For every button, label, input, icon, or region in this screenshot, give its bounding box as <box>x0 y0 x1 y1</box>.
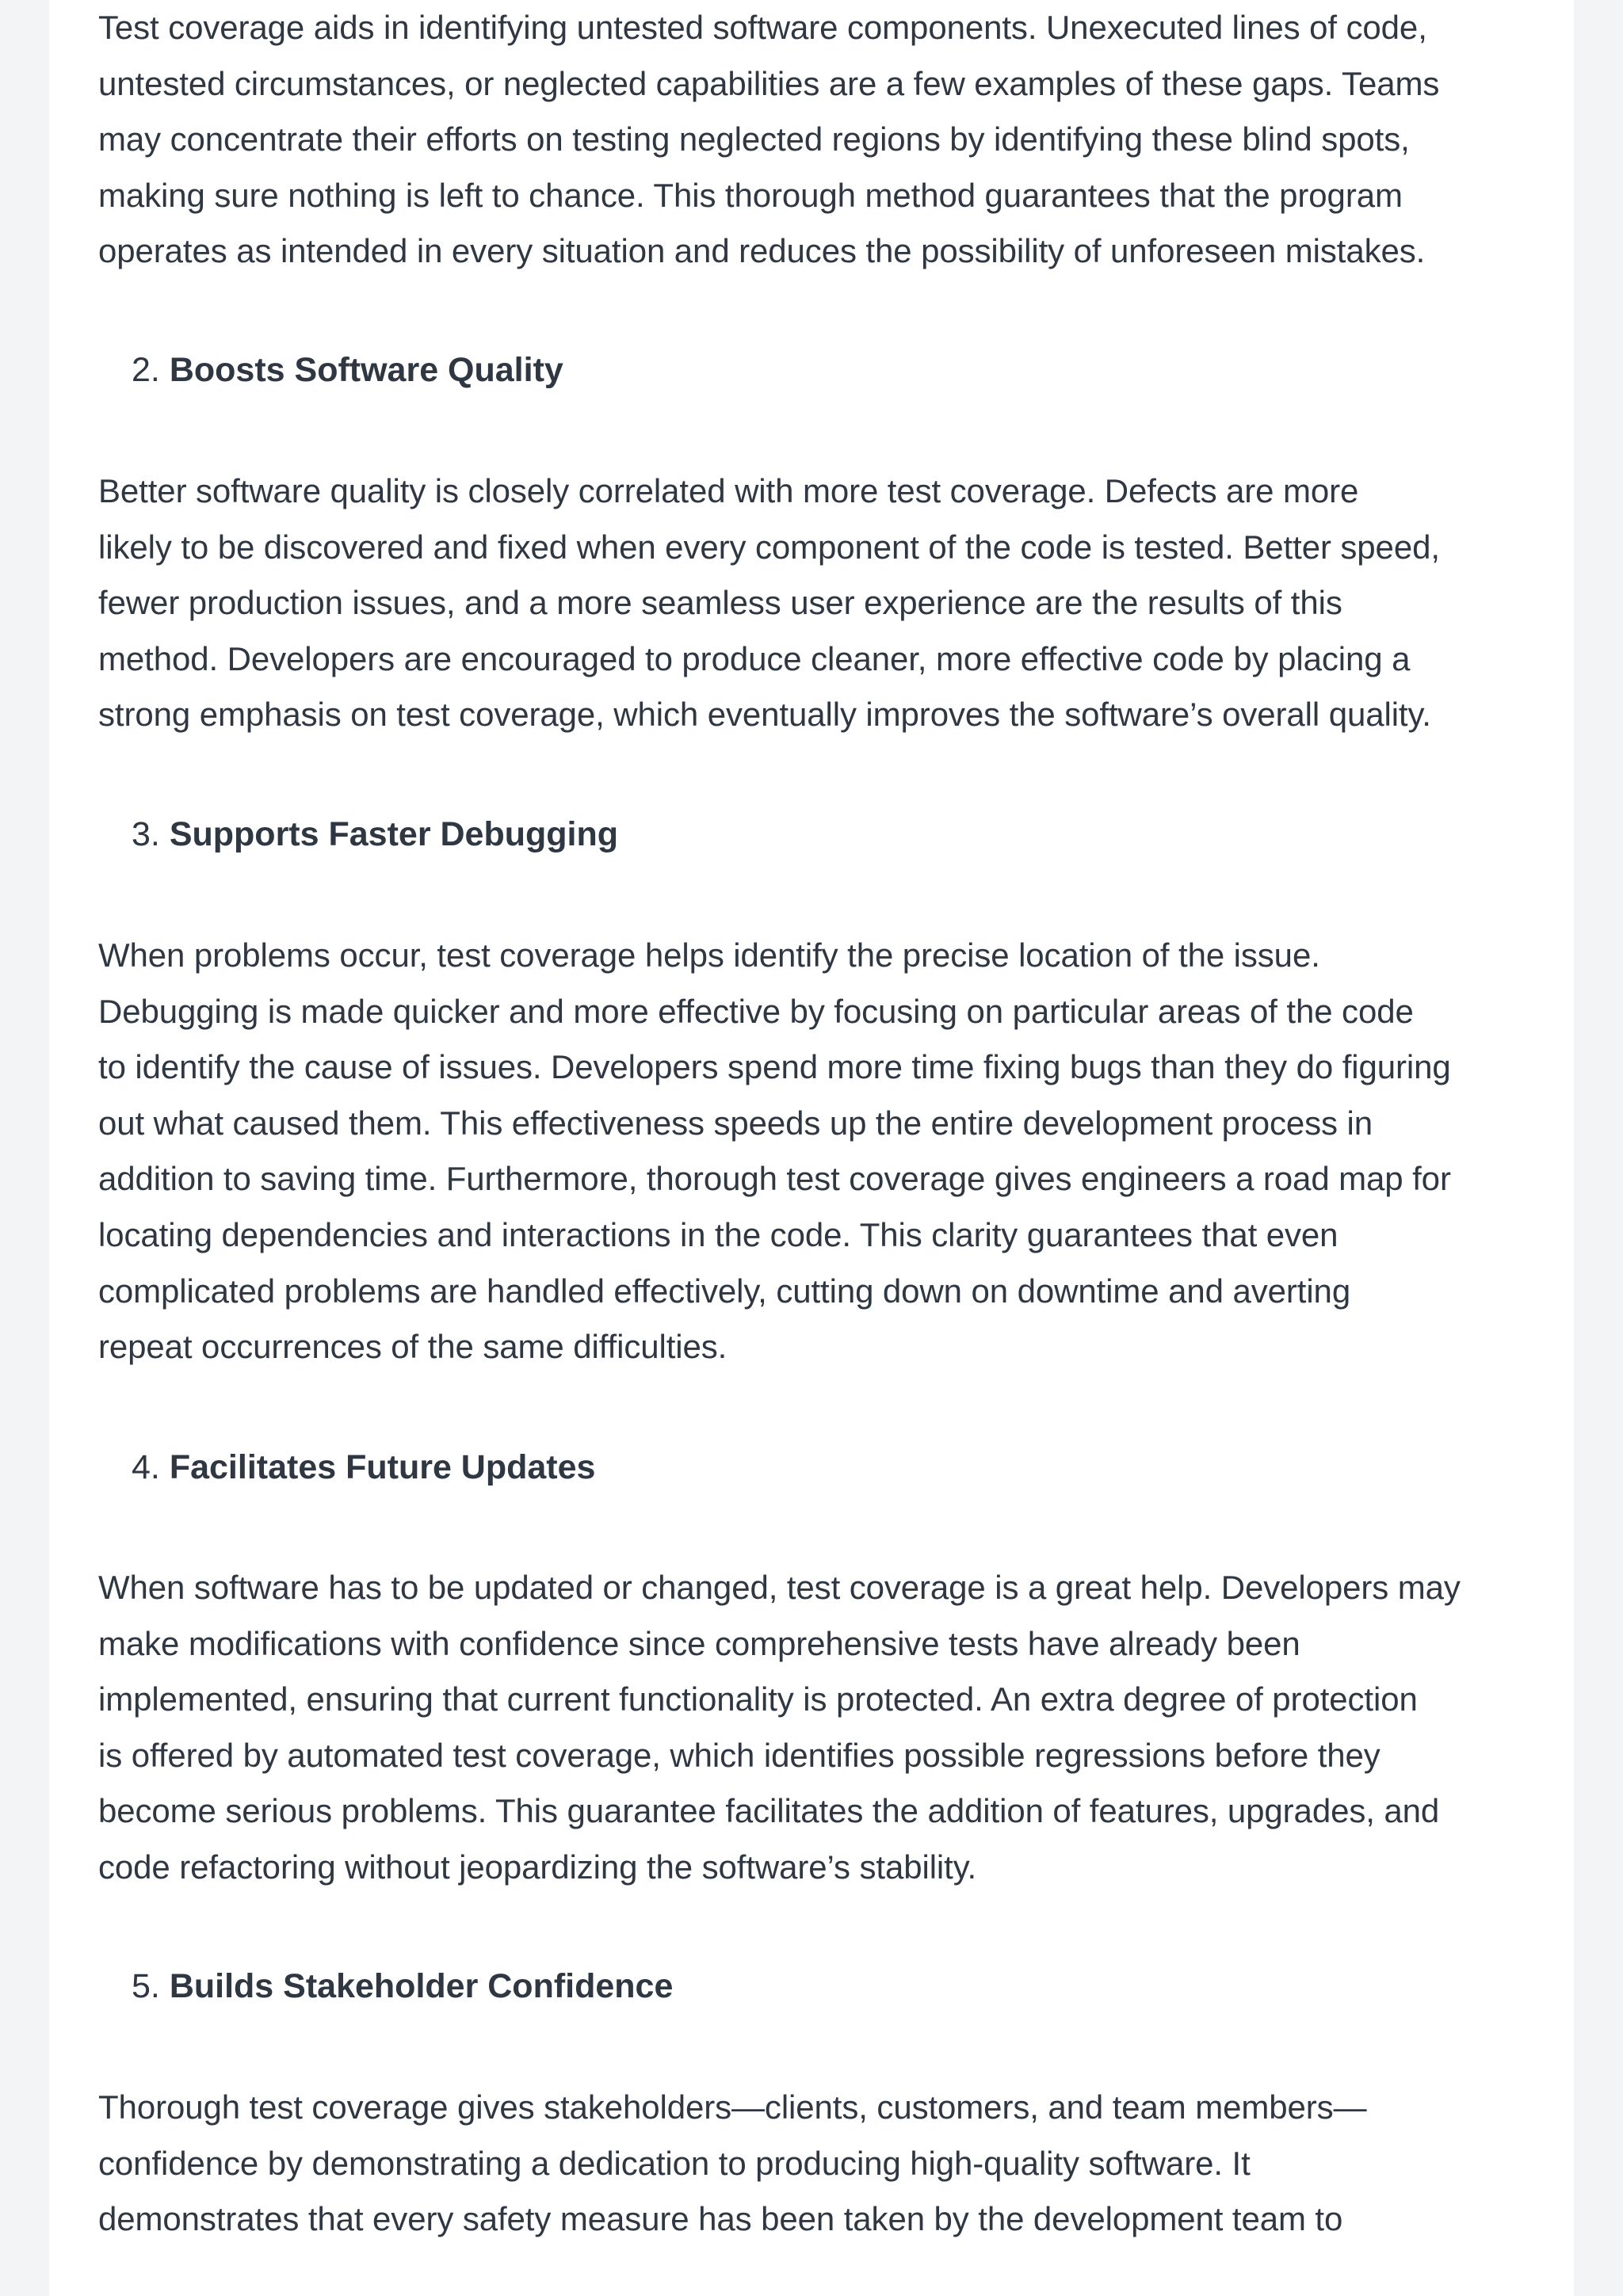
paragraph-line: operates as intended in every situation and reduces the possibility of unforeseen mistakes. <box>98 232 1426 270</box>
paragraph-line: complicated problems are handled effectively, cutting down on downtime and averting <box>98 1272 1351 1310</box>
paragraph-line: make modifications with confidence since comprehensive tests have already been <box>98 1624 1300 1662</box>
list-number: 5. <box>132 1967 160 2005</box>
list-number: 3. <box>132 815 160 853</box>
paragraph-line: become serious problems. This guarantee facilitates the addition of features, upgrades, and <box>98 1792 1440 1830</box>
paragraph-line: demonstrates that every safety measure has been taken by the development team to <box>98 2200 1343 2238</box>
paragraph-line: method. Developers are encouraged to produce cleaner, more effective code by placing a <box>98 639 1411 677</box>
paragraph-line: locating dependencies and interactions in the code. This clarity guarantees that even <box>98 1215 1338 1253</box>
list-heading-title: Supports Faster Debugging <box>169 815 619 853</box>
paragraph-line: is offered by automated test coverage, which identifies possible regressions before they <box>98 1736 1381 1774</box>
list-number: 2. <box>132 351 160 389</box>
paragraph-line: When software has to be updated or changed, test coverage is a great help. Developers may <box>98 1569 1461 1606</box>
paragraph-boosts-software-quality <box>98 463 1541 743</box>
paragraph-line: to identify the cause of issues. Developers spend more time fixing bugs than they do figuring <box>98 1048 1451 1086</box>
list-heading-builds-stakeholder-confidence <box>132 1962 673 2010</box>
paragraph-line: untested circumstances, or neglected capabilities are a few examples of these gaps. Teams <box>98 64 1440 102</box>
paragraph-line: may concentrate their efforts on testing neglected regions by identifying these blind spots, <box>98 120 1410 158</box>
paragraph-line: code refactoring without jeopardizing the software’s stability. <box>98 1848 977 1886</box>
paragraph-line: likely to be discovered and fixed when every component of the code is tested. Better speed, <box>98 528 1440 566</box>
paragraph-line: out what caused them. This effectiveness speeds up the entire development process in <box>98 1104 1373 1142</box>
paragraph-line: making sure nothing is left to chance. This thorough method guarantees that the program <box>98 176 1403 214</box>
list-heading-facilitates-future-updates <box>132 1444 595 1491</box>
paragraph-line: confidence by demonstrating a dedication to producing high-quality software. It <box>98 2144 1251 2182</box>
intro-paragraph <box>98 0 1541 280</box>
paragraph-line: fewer production issues, and a more seamless user experience are the results of this <box>98 584 1342 622</box>
paragraph-line: When problems occur, test coverage helps identify the precise location of the issue. <box>98 936 1320 974</box>
paragraph-line: Test coverage aids in identifying untested software components. Unexecuted lines of code, <box>98 9 1427 46</box>
paragraph-facilitates-future-updates <box>98 1560 1541 1896</box>
paragraph-line: implemented, ensuring that current functionality is protected. An extra degree of protection <box>98 1680 1418 1718</box>
article-body <box>49 0 1574 2296</box>
paragraph-line: Debugging is made quicker and more effective by focusing on particular areas of the code <box>98 992 1414 1030</box>
paragraph-line: repeat occurrences of the same difficulties. <box>98 1328 727 1366</box>
paragraph-line: Thorough test coverage gives stakeholders—clients, customers, and team members— <box>98 2088 1367 2126</box>
list-number: 4. <box>132 1448 160 1486</box>
paragraph-line: strong emphasis on test coverage, which eventually improves the software’s overall quality. <box>98 696 1431 734</box>
list-heading-title: Boosts Software Quality <box>169 351 563 389</box>
list-heading-title: Facilitates Future Updates <box>169 1448 596 1486</box>
paragraph-builds-stakeholder-confidence <box>98 2080 1541 2248</box>
list-heading-supports-faster-debugging <box>132 810 618 858</box>
paragraph-supports-faster-debugging <box>98 928 1541 1375</box>
list-heading-boosts-software-quality <box>132 346 563 394</box>
paragraph-line: Better software quality is closely correlated with more test coverage. Defects are more <box>98 472 1359 509</box>
list-heading-title: Builds Stakeholder Confidence <box>169 1967 674 2005</box>
paragraph-line: addition to saving time. Furthermore, thorough test coverage gives engineers a road map for <box>98 1160 1451 1198</box>
